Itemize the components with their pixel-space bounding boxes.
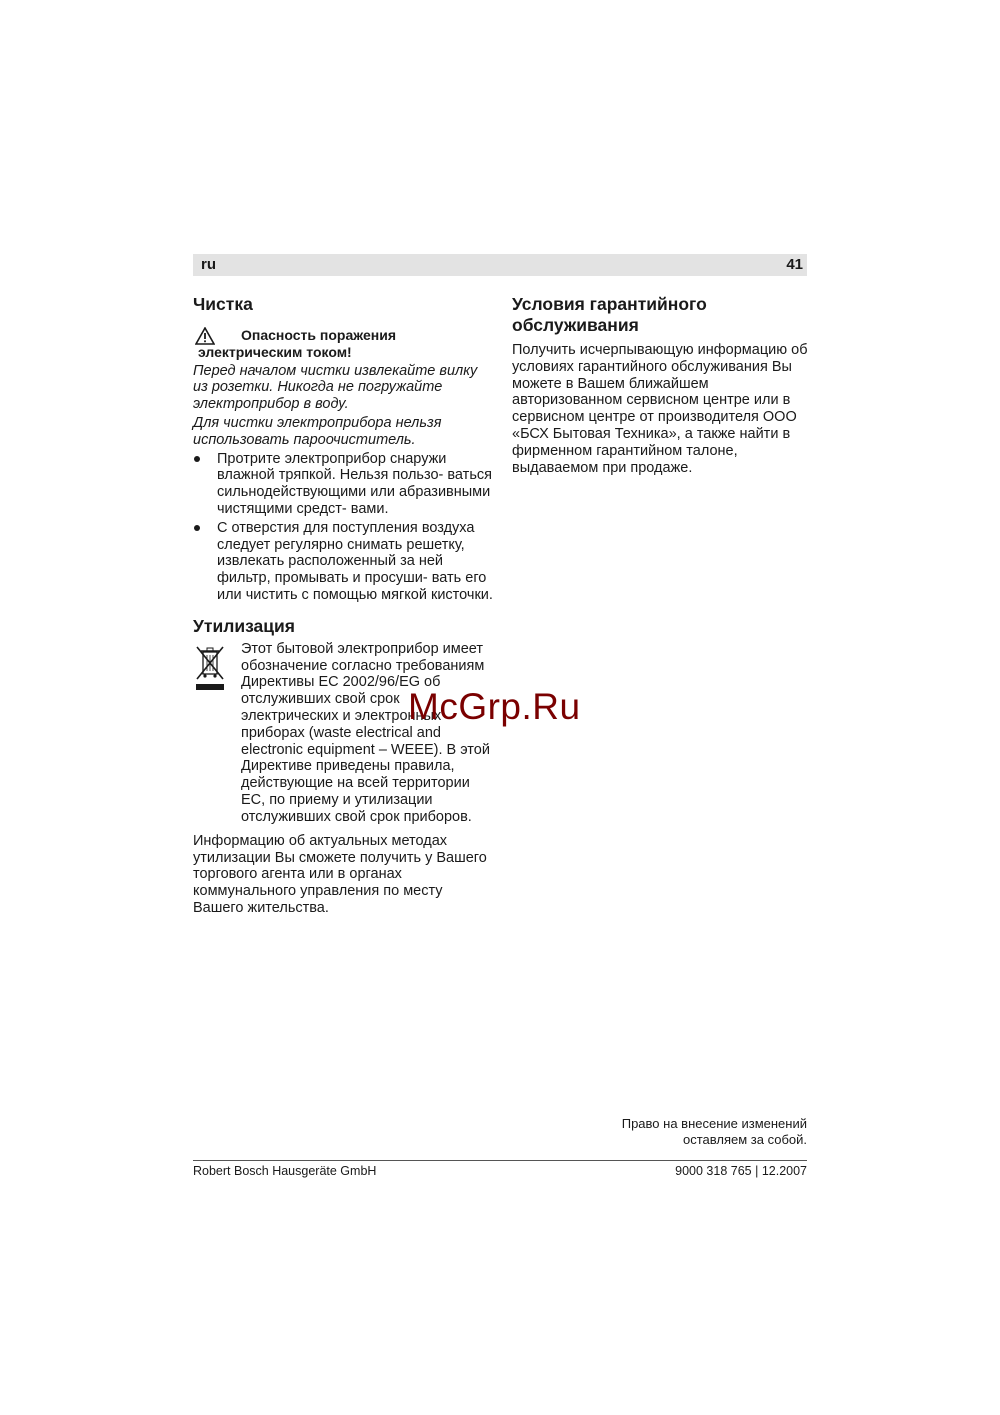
header-bar [193,254,807,276]
change-reservation [622,1116,807,1148]
disposal-title: Утилизация [193,615,296,636]
warranty-title: Условия гарантийного обслуживания [512,294,707,335]
warning-line-2: электрическим током! [198,343,352,360]
list-item-text: С отверстия для поступления воздуха следует регулярно снимать решетку, извлекать расположенный за ней фильтр, промывать и просуши- вать его или чистить с помощью мягкой кисточки. [217,519,493,603]
list-item [193,451,493,518]
page-number: 41 [786,256,803,273]
warranty-text: Получить исчерпывающую информацию об условиях гарантийного обслуживания Вы можете в Вашем ближайшем авторизованном сервисном центре или в сервисном центре от производителя ООО «БСХ Бытовая Техника», а также найти в фирменном гарантийном талоне, выдаваемом при продаже. [512,342,808,476]
disposal-block [193,641,493,831]
disposal-info: Информацию об актуальных методах утилизации Вы сможете получить у Вашего торгового агента или в органах коммунального управления по месту Вашего жительства. [193,832,487,916]
weee-text: Этот бытовой электроприбор имеет обозначение согласно требованиям Директивы ЕС 2002/96/EG об отслуживших свой срок электрических и электронных приборах (waste electrical and electronic equipment – WEEE). В этой Директиве приведены правила, действующие на всей территории ЕС, по приему и утилизации отслуживших свой срок приборов. [241,640,490,825]
footer-company: Robert Bosch Hausgeräte GmbH [193,1164,377,1178]
footer-divider [193,1160,807,1161]
warning-text-2: Для чистки электроприбора нельзя использовать пароочиститель. [193,414,442,448]
list-item [193,520,493,604]
bullet-icon [194,525,200,531]
warning-triangle-icon [195,327,215,345]
right-column [512,294,812,476]
electric-shock-warning [193,327,493,361]
reservation-line-1: Право на внесение изменений [621,1116,807,1131]
cleaning-title: Чистка [193,294,253,314]
cleaning-steps [193,451,493,604]
left-column [193,294,493,917]
reservation-line-2: оставляем за собой. [682,1132,807,1147]
list-item-text: Протрите электроприбор снаружи влажной тряпкой. Нельзя пользо- ваться сильнодействующими или абразивными чистящими средст- вами. [217,450,492,517]
crossed-bin-icon [194,644,226,692]
watermark: McGrp.Ru [408,686,581,727]
warning-line-1: Опасность поражения [241,327,396,343]
bullet-icon [194,456,200,462]
footer-doc-id: 9000 318 765 | 12.2007 [675,1164,807,1178]
warning-text-1: Перед началом чистки извлекайте вилку из розетки. Никогда не погружайте электроприбор в воду. [193,362,478,413]
language-code: ru [201,256,216,273]
